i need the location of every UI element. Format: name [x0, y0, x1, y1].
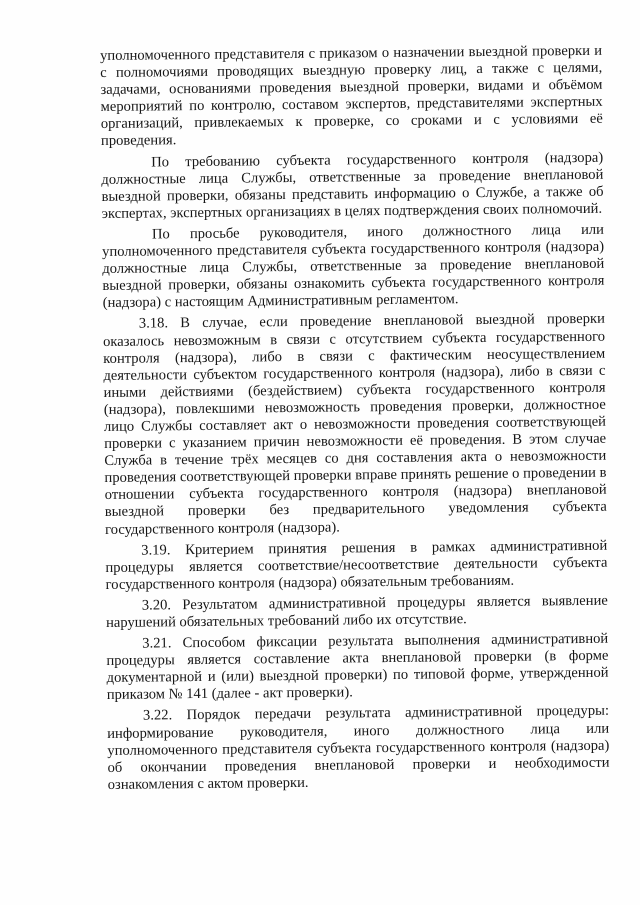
paragraph-request-info: По требованию субъекта государственного контроля (надзора) должностные лица Службы, ответственные за проведение внеплановой выездной проверки, обязаны представить информацию о Службе, а также об экспертах, экспертных организациях в целях подтверждения своих полномочий.: [101, 149, 604, 222]
document-body: [100, 43, 610, 798]
paragraph-3-21: 3.21. Способом фиксации результата выполнения административной процедуры является составление акта внеплановой проверки (в форме документарной и (или) выездной проверки) по типовой форме, утвержденной приказом № 141 (далее - акт проверки).: [106, 630, 609, 704]
paragraph-3-22: 3.22. Порядок передачи результата административной процедуры: информирование руководителя, иного должностного лица или уполномоченного представителя субъекта государственного контроля (надзора) об окончании проведения внеплановой проверки и необходимости ознакомления с актом проверки.: [107, 703, 610, 793]
paragraph-3-19: 3.19. Критерием принятия решения в рамках административной процедуры является соответствие/несоответствие деятельности субъекта государственного контроля (надзора) обязательным требованиям.: [105, 537, 608, 593]
paragraph-familiarize: По просьбе руководителя, иного должностного лица или уполномоченного представителя субъекта государственного контроля (надзора) должностные лица Службы, ответственные за проведение внеплановой выездной проверки, обязаны ознакомить субъекта государственного контроля (надзора) с настоящим Административным регламентом.: [102, 221, 605, 312]
paragraph-intro: уполномоченного представителя с приказом о назначении выездной проверки и с полномочиями проводящих выездную проверку лиц, а также с целями, задачами, основаниями проведения выездной проверки, видами и объёмом мероприятий по контролю, составом экспертов, представителями экспертных организаций, привлекаемых к проверке, со сроками и с условиями её проведения.: [100, 42, 603, 150]
paragraph-3-20: 3.20. Результатом административной процедуры является выявление нарушений обязательных требований либо их отсутствие.: [105, 592, 608, 631]
paragraph-3-18: 3.18. В случае, если проведение внеплановой выездной проверки оказалось невозможным в связи с отсутствием субъекта государственного контроля (надзора), либо в связи с фактическим неосуществлением деятельности субъектом государственного контроля (надзора), либо в связи с иными действиями (бездействием) субъекта государственного контроля (надзора), повлекшими невозможность проведения проверки, должностное лицо Службы составляет акт о невозможности проведения соответствующей проверки с указанием причин невозможности её проведения. В этом случае Служба в течение трёх месяцев со дня составления акта о невозможности проведения соответствующей проверки вправе принять решение о проведении в отношении субъекта государственного контроля (надзора) внеплановой выездной проверки без предварительного уведомления субъекта государственного контроля (надзора).: [102, 311, 607, 538]
